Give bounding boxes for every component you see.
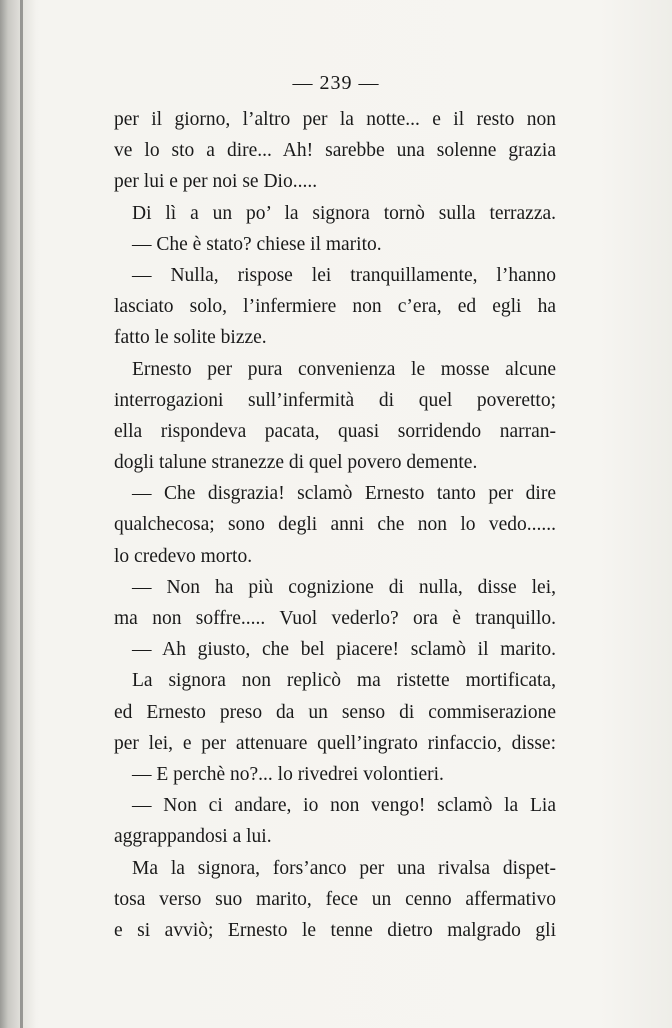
- text-line: lasciato solo, l’infermiere non c’era, ed egli ha: [114, 296, 556, 318]
- text-line: ed Ernesto preso da un senso di commiserazione: [114, 701, 556, 723]
- text-line: lo credevo morto.: [114, 545, 253, 567]
- text-line: — Non ci andare, io non vengo! sclamò la Lia: [132, 795, 556, 817]
- text-line: — Non ha più cognizione di nulla, disse lei,: [132, 576, 556, 598]
- text-line: interrogazioni sull’infermità di quel poveretto;: [114, 389, 556, 411]
- text-line: Di lì a un po’ la signora tornò sulla terrazza.: [132, 202, 556, 224]
- text-line: aggrappandosi a lui.: [114, 826, 272, 848]
- text-line: Ernesto per pura convenienza le mosse alcune: [132, 358, 556, 380]
- text-line: per il giorno, l’altro per la notte... e il resto non: [114, 109, 556, 130]
- text-line: dogli talune stranezze di quel povero demente.: [114, 452, 478, 474]
- text-line: qualchecosa; sono degli anni che non lo vedo......: [114, 514, 556, 536]
- text-line: ma non soffre..... Vuol vederlo? ora è tranquillo.: [114, 608, 556, 629]
- text-line: ella rispondeva pacata, quasi sorridendo narran-: [114, 420, 556, 442]
- page-number: — 239 —: [292, 72, 380, 94]
- text-line: — Ah giusto, che bel piacere! sclamò il marito.: [132, 639, 556, 661]
- text-line: tosa verso suo marito, fece un cenno affermativo: [114, 888, 556, 910]
- text-line: Ma la signora, fors’anco per una rivalsa dispet-: [132, 857, 556, 879]
- text-line: per lui e per noi se Dio.....: [114, 171, 318, 193]
- text-line: La signora non replicò ma ristette mortificata,: [132, 670, 556, 692]
- text-line: — E perchè no?... lo rivedrei volontieri.: [132, 763, 444, 785]
- text-line: — Che è stato? chiese il marito.: [132, 233, 382, 255]
- text-line: — Che disgrazia! sclamò Ernesto tanto per dire: [132, 483, 556, 505]
- body-text: [114, 104, 556, 946]
- text-line: — Nulla, rispose lei tranquillamente, l’hanno: [132, 264, 556, 286]
- binding-shadow-line: [20, 0, 23, 1028]
- binding-edge: [0, 0, 36, 1028]
- text-line: ve lo sto a dire... Ah! sarebbe una solenne grazia: [114, 140, 556, 162]
- text-line: per lei, e per attenuare quell’ingrato rinfaccio, disse:: [114, 732, 556, 754]
- text-line: e si avviò; Ernesto le tenne dietro malgrado gli: [114, 919, 556, 941]
- text-line: fatto le solite bizze.: [114, 327, 267, 349]
